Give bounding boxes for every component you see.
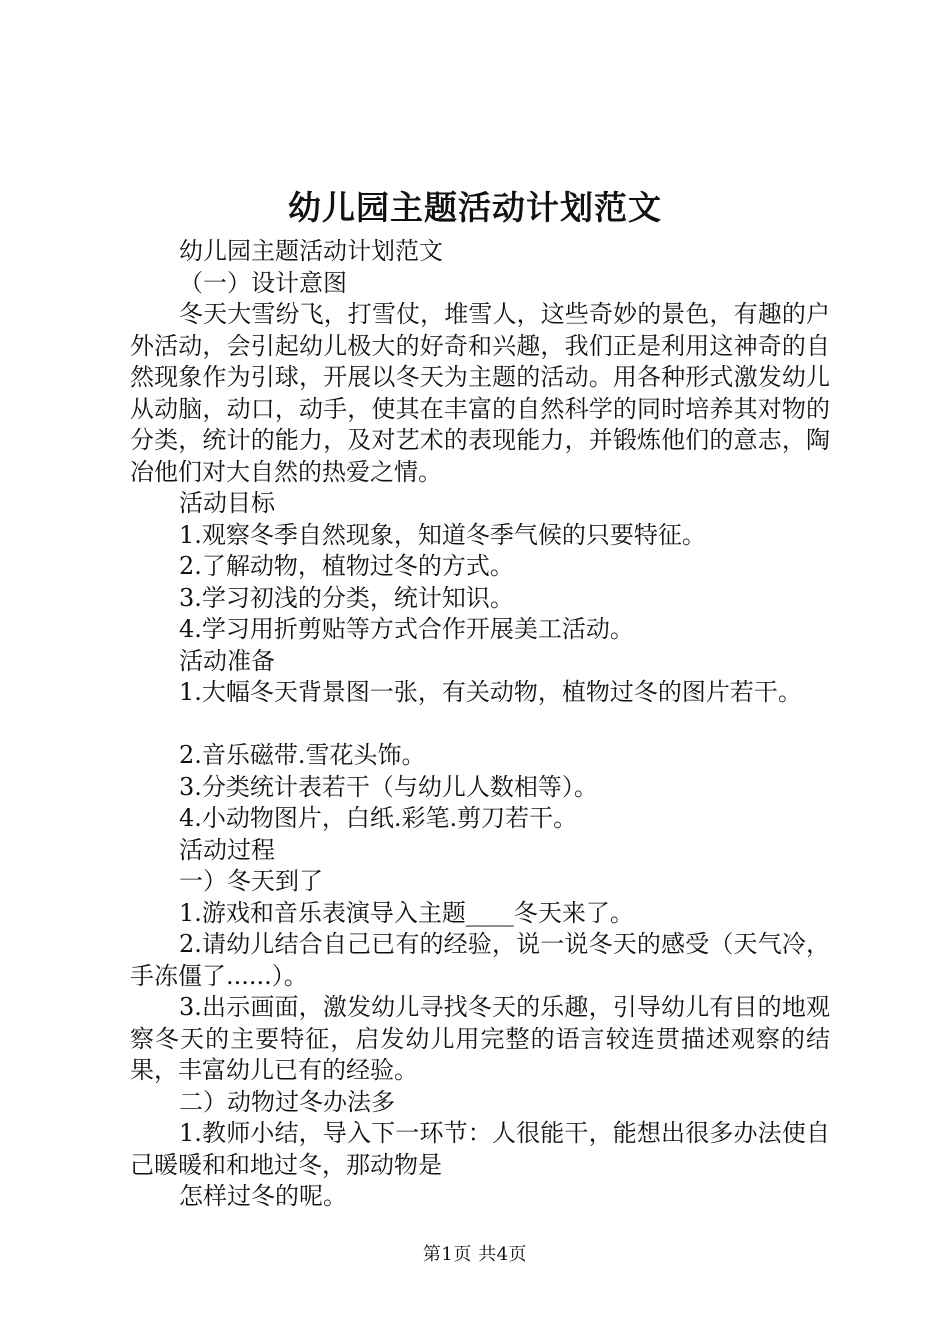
list-item-goal-4: 4.学习用折剪贴等方式合作开展美工活动。: [179, 615, 634, 643]
list-item-goal-2: 2.了解动物，植物过冬的方式。: [179, 552, 514, 580]
list-item-goal-1: 1.观察冬季自然现象，知道冬季气候的只要特征。: [179, 520, 706, 549]
paragraph-continuation: 怎样过冬的呢。: [179, 1182, 347, 1210]
list-item-prep-3: 3.分类统计表若干（与幼儿人数相等）。: [179, 772, 598, 801]
heading-winter-arrives: 一）冬天到了: [179, 867, 323, 895]
heading-activity-preparation: 活动准备: [179, 646, 275, 675]
heading-animal-winter: 二）动物过冬办法多: [179, 1087, 395, 1116]
heading-activity-goals: 活动目标: [179, 489, 275, 517]
list-item-animal-1: 1.教师小结，导入下一环节：人很能干，能想出很多办法使自己暖暖和和地过冬，那动物是: [130, 1119, 830, 1179]
list-item-goal-3: 3.学习初浅的分类，统计知识。: [179, 583, 514, 612]
blank-line: [130, 709, 830, 741]
list-item-process-3: 3.出示画面，激发幼儿寻找冬天的乐趣，引导幼儿有目的地观察冬天的主要特征，启发幼儿用完整的语言较连贯描述观察的结果，丰富幼儿已有的经验。: [130, 993, 830, 1084]
list-item-process-2: 2.请幼儿结合自己已有的经验，说一说冬天的感受（天气冷，手冻僵了......）。: [130, 930, 830, 990]
heading-design-intent: （一）设计意图: [179, 268, 347, 297]
paragraph-design-intent: 冬天大雪纷飞，打雪仗，堆雪人，这些奇妙的景色，有趣的户外活动，会引起幼儿极大的好奇和兴趣，我们正是利用这神奇的自然现象作为引球，开展以冬天为主题的活动。用各种形式激发幼儿从动脑，动口，动手，使其在丰富的自然科学的同时培养其对物的分类，统计的能力，及对艺术的表现能力，并锻炼他们的意志，陶冶他们对大自然的热爱之情。: [130, 300, 830, 486]
list-item-prep-1: 1.大幅冬天背景图一张，有关动物，植物过冬的图片若干。: [179, 678, 802, 706]
heading-activity-process: 活动过程: [179, 835, 275, 864]
paragraph-subtitle: 幼儿园主题活动计划范文: [179, 237, 443, 265]
list-item-prep-4: 4.小动物图片，白纸.彩笔.剪刀若干。: [179, 804, 578, 832]
list-item-prep-2: 2.音乐磁带.雪花头饰。: [179, 741, 426, 769]
list-item-process-1: 1.游戏和音乐表演导入主题____冬天来了。: [179, 898, 634, 927]
document-title: 幼儿园主题活动计划范文: [288, 188, 662, 227]
document-body: [130, 236, 830, 1213]
page-footer: 第1页 共4页: [422, 1244, 528, 1265]
